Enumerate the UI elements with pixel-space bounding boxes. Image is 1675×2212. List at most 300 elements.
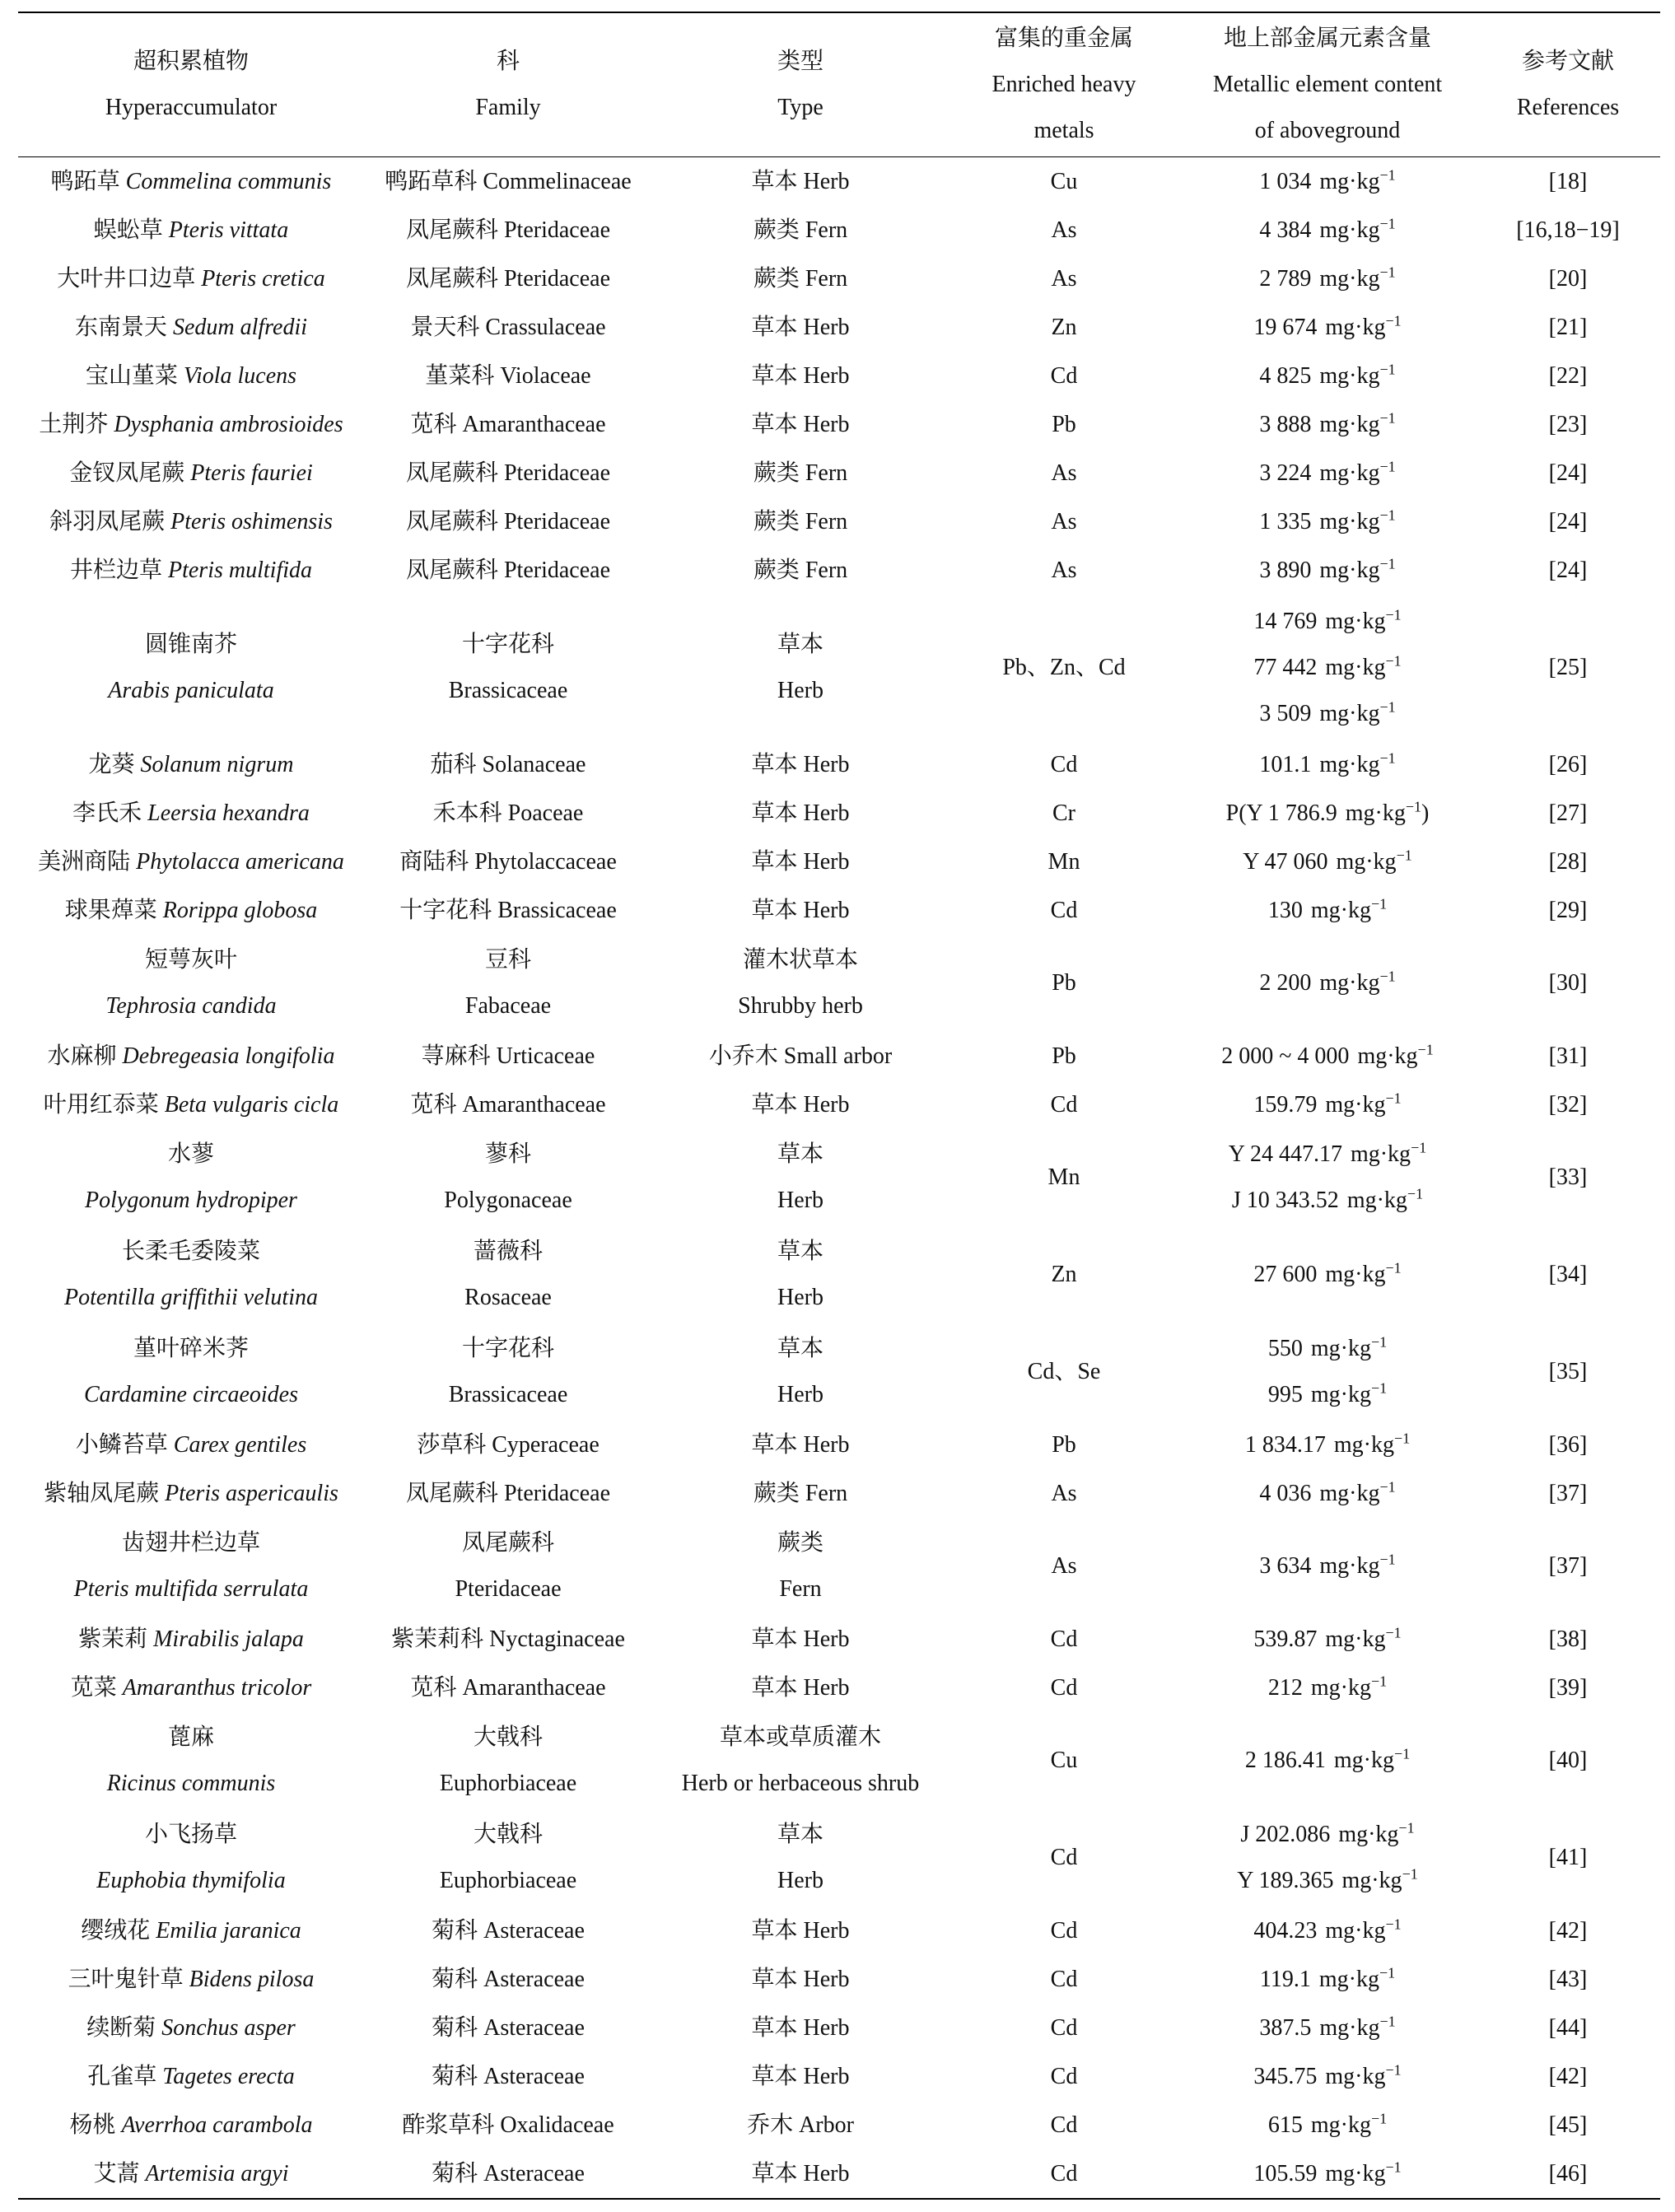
type-name: 草本 Herb: [751, 2160, 850, 2186]
content-value-line: [1253, 1252, 1401, 1298]
plant-chinese-name: 金钗凤尾蕨: [69, 460, 185, 486]
metal-cell: [949, 595, 1179, 740]
family-cell: [364, 303, 652, 352]
content-value: 2 200: [1259, 970, 1312, 996]
content-cell: [1179, 1664, 1476, 1712]
header-family: 科 Family: [475, 49, 541, 120]
content-cell: [1179, 1226, 1476, 1323]
family-name: 堇菜科 Violaceae: [425, 362, 591, 389]
type-cell: [652, 1615, 949, 1664]
reference-label: [37]: [1548, 1480, 1588, 1506]
unit-label: mg·kg: [1336, 848, 1397, 875]
plant-name-line: [86, 2005, 296, 2051]
table-row: [18, 740, 1660, 789]
unit-exponent: −1: [1379, 264, 1396, 281]
type-english: Herb: [777, 1188, 824, 1213]
unit-exponent: −1: [1370, 895, 1388, 912]
metal-symbol: Cd: [1050, 1626, 1078, 1652]
plant-name-line: [87, 2054, 294, 2100]
type-english: Shrubby herb: [738, 993, 863, 1019]
hyperaccumulator-table: [18, 12, 1660, 2200]
plant-chinese-name: 艾蒿: [93, 2160, 140, 2186]
content-value-line: [1253, 305, 1401, 351]
metal-symbol: Cd: [1050, 1674, 1078, 1701]
family-name: 酢浆草科 Oxalidaceae: [402, 2112, 614, 2138]
content-cell: [1179, 303, 1476, 352]
table-row: [18, 1809, 1660, 1906]
type-english: Fern: [779, 1576, 822, 1602]
family-latin: Fabaceae: [464, 993, 552, 1019]
plant-scientific-name: Polygonum hydropiper: [85, 1188, 297, 1213]
content-cell: [1179, 2052, 1476, 2101]
reference-cell: [1476, 1032, 1660, 1080]
plant-name-cell: [18, 1032, 364, 1080]
type-cell: [652, 1032, 949, 1080]
content-value: 3 634: [1259, 1553, 1312, 1579]
type-chinese: 草本: [777, 1336, 824, 1361]
type-name: 草本 Herb: [751, 1674, 850, 1701]
reference-cell: [1476, 1664, 1660, 1712]
reference-label: [22]: [1548, 362, 1588, 389]
plant-scientific-name: Pteris multifida: [168, 557, 312, 583]
type-chinese: 草本: [777, 1141, 824, 1167]
content-cell: [1179, 352, 1476, 400]
family-name: 凤尾蕨科 Pteridaceae: [405, 460, 611, 486]
plant-chinese-name: 齿翅井栏边草: [121, 1530, 260, 1556]
content-value: 3 890: [1259, 557, 1312, 583]
plant-chinese-name: 球果蔊菜: [64, 897, 157, 923]
unit-label: mg·kg: [1325, 1091, 1386, 1118]
family-name: 莎草科 Cyperaceae: [417, 1431, 600, 1458]
metal-cell: [949, 2149, 1179, 2198]
unit-label: mg·kg: [1333, 1748, 1394, 1773]
plant-name-cell: [18, 1809, 364, 1906]
reference-label: [23]: [1548, 411, 1588, 437]
reference-label: [24]: [1548, 508, 1588, 534]
type-name: 蕨类 Fern: [753, 217, 848, 243]
family-cell: [364, 546, 652, 595]
type-chinese: 草本: [777, 1822, 824, 1847]
type-name: 乔木 Arbor: [747, 2112, 854, 2138]
plant-chinese-name: 小鳞苔草: [75, 1431, 168, 1458]
unit-label: mg·kg: [1325, 654, 1386, 680]
family-chinese: 大戟科: [473, 1822, 543, 1847]
unit-exponent: −1: [1385, 1916, 1402, 1933]
plant-name-line: [48, 1034, 335, 1080]
unit-exponent: −1: [1385, 1624, 1402, 1641]
reference-cell: [1476, 157, 1660, 206]
reference-cell: [1476, 1080, 1660, 1129]
reference-cell: [1476, 1469, 1660, 1518]
type-cell: [652, 1809, 949, 1906]
plant-chinese-name: 紫茉莉: [78, 1626, 148, 1652]
family-latin: Euphorbiaceae: [439, 1868, 577, 1893]
content-value: 387.5: [1259, 2014, 1312, 2041]
table-row: [18, 1955, 1660, 2004]
plant-chinese-name: 水麻柳: [47, 1043, 117, 1069]
reference-cell: [1476, 352, 1660, 400]
reference-cell: [1476, 546, 1660, 595]
family-cell: [364, 789, 652, 838]
unit-exponent: −1: [1379, 506, 1396, 524]
content-value: 3 888: [1259, 411, 1312, 437]
reference-cell: [1476, 1518, 1660, 1615]
table-row: [18, 1469, 1660, 1518]
content-value-line: [1259, 499, 1395, 545]
plant-name-cell: [18, 2101, 364, 2149]
plant-chinese-name: 斜羽凤尾蕨: [49, 508, 166, 534]
metal-cell: [949, 400, 1179, 449]
unit-label: mg·kg: [1319, 557, 1380, 583]
family-name: 菊科 Asteraceae: [432, 2063, 585, 2089]
content-value: 4 825: [1259, 362, 1312, 389]
type-cell: [652, 546, 949, 595]
unit-label: mg·kg: [1318, 1966, 1379, 1992]
metal-cell: [949, 157, 1179, 206]
plant-chinese-name: 短萼灰叶: [144, 947, 237, 973]
plant-scientific-name: Solanum nigrum: [140, 751, 294, 777]
table-row: [18, 352, 1660, 400]
family-cell: [364, 886, 652, 935]
family-cell: [364, 1226, 652, 1323]
content-value-line: [1253, 645, 1401, 691]
metal-cell: [949, 1712, 1179, 1809]
metal-cell: [949, 206, 1179, 254]
reference-cell: [1476, 1615, 1660, 1664]
type-cell: [652, 1712, 949, 1809]
type-english: Herb: [777, 677, 824, 703]
metal-cell: [949, 886, 1179, 935]
content-value-line: [1259, 2005, 1395, 2051]
content-value: 27 600: [1253, 1262, 1318, 1287]
reference-label: [42]: [1548, 2063, 1588, 2089]
content-value: 2 000 ~ 4 000: [1221, 1043, 1350, 1069]
plant-scientific-name: Beta vulgaris cicla: [164, 1091, 339, 1118]
unit-label: mg·kg: [1325, 1262, 1386, 1287]
plant-name-line: [38, 839, 344, 885]
family-cell: [364, 449, 652, 497]
family-name: 凤尾蕨科 Pteridaceae: [405, 217, 611, 243]
unit-exponent: −1: [1379, 555, 1396, 572]
content-cell: [1179, 1469, 1476, 1518]
metal-cell: [949, 2101, 1179, 2149]
reference-cell: [1476, 303, 1660, 352]
plant-name-cell: [18, 157, 364, 206]
unit-exponent: −1: [1379, 1964, 1396, 1981]
unit-label: mg·kg: [1325, 2063, 1386, 2089]
plant-chinese-name: 孔雀草: [87, 2063, 157, 2089]
type-cell: [652, 1323, 949, 1421]
metal-cell: [949, 1129, 1179, 1226]
reference-cell: [1476, 2101, 1660, 2149]
reference-label: [34]: [1548, 1262, 1588, 1287]
plant-name-cell: [18, 886, 364, 935]
family-cell: [364, 1323, 652, 1421]
reference-label: [21]: [1548, 314, 1588, 340]
content-cell: [1179, 254, 1476, 303]
type-name: 蕨类 Fern: [753, 508, 848, 534]
content-cell: [1179, 1421, 1476, 1469]
unit-label: mg·kg: [1338, 1822, 1399, 1847]
type-cell: [652, 352, 949, 400]
family-name: 苋科 Amaranthaceae: [410, 1674, 606, 1701]
content-value-line: [1268, 2102, 1387, 2149]
family-chinese: 凤尾蕨科: [461, 1530, 554, 1556]
metal-cell: [949, 1032, 1179, 1080]
family-cell: [364, 740, 652, 789]
content-value-line: [1268, 1326, 1387, 1372]
content-value: 212: [1267, 1674, 1303, 1701]
plant-name-cell: [18, 352, 364, 400]
metal-cell: [949, 449, 1179, 497]
content-cell: [1179, 838, 1476, 886]
content-value-line: [1259, 208, 1395, 254]
family-cell: [364, 1664, 652, 1712]
content-suffix: ): [1421, 800, 1430, 826]
content-value-line: [1259, 1543, 1395, 1589]
unit-label: mg·kg: [1319, 168, 1380, 194]
plant-scientific-name: Mirabilis jalapa: [153, 1626, 304, 1652]
reference-cell: [1476, 2149, 1660, 2198]
type-name: 草本 Herb: [751, 314, 850, 340]
content-value-line: [1221, 1034, 1433, 1080]
plant-scientific-name: Debregeasia longifolia: [122, 1043, 335, 1069]
type-cell: [652, 254, 949, 303]
plant-scientific-name: Ricinus communis: [106, 1771, 276, 1796]
plant-scientific-name: Tephrosia candida: [105, 993, 277, 1019]
unit-label: mg·kg: [1333, 1431, 1394, 1458]
unit-label: mg·kg: [1319, 265, 1380, 292]
reference-cell: [1476, 935, 1660, 1032]
plant-name-cell: [18, 1955, 364, 2004]
table-row: [18, 497, 1660, 546]
type-cell: [652, 886, 949, 935]
unit-exponent: −1: [1370, 1673, 1388, 1690]
family-chinese: 蔷薇科: [473, 1239, 543, 1264]
content-value-line: [1260, 1957, 1395, 2003]
unit-exponent: −1: [1393, 1430, 1411, 1447]
plant-chinese-name: 土荆芥: [39, 411, 109, 437]
type-cell: [652, 838, 949, 886]
reference-cell: [1476, 1421, 1660, 1469]
plant-name-line: [44, 1082, 339, 1128]
family-cell: [364, 1809, 652, 1906]
unit-label: mg·kg: [1319, 460, 1380, 486]
reference-label: [20]: [1548, 265, 1588, 292]
unit-exponent: −1: [1411, 1139, 1427, 1156]
family-cell: [364, 1421, 652, 1469]
family-cell: [364, 1080, 652, 1129]
family-cell: [364, 497, 652, 546]
content-value: 105.59: [1253, 2160, 1318, 2186]
reference-label: [26]: [1548, 751, 1588, 777]
family-latin: Pteridaceae: [455, 1576, 562, 1602]
table-row: [18, 157, 1660, 206]
unit-exponent: −1: [1393, 1745, 1411, 1762]
table-row: [18, 1080, 1660, 1129]
reference-label: [31]: [1548, 1043, 1588, 1069]
type-cell: [652, 1664, 949, 1712]
content-value-line: [1259, 742, 1395, 788]
plant-scientific-name: Pteris oshimensis: [170, 508, 333, 534]
reference-label: [25]: [1548, 654, 1588, 680]
family-cell: [364, 2004, 652, 2052]
unit-exponent: −1: [1407, 1185, 1424, 1202]
type-name: 草本 Herb: [751, 1091, 850, 1118]
reference-label: [32]: [1548, 1091, 1588, 1118]
metal-symbol: Cd: [1050, 362, 1078, 389]
type-name: 蕨类 Fern: [753, 1480, 848, 1506]
type-name: 草本 Herb: [751, 2063, 850, 2089]
content-cell: [1179, 595, 1476, 740]
table-row: [18, 1712, 1660, 1809]
type-cell: [652, 789, 949, 838]
family-chinese: 大戟科: [473, 1724, 543, 1750]
content-value-line: [1253, 1082, 1401, 1128]
metal-symbol: Zn: [1051, 1262, 1077, 1287]
type-cell: [652, 400, 949, 449]
plant-name-cell: [18, 838, 364, 886]
reference-label: [46]: [1548, 2160, 1588, 2186]
metal-symbol: As: [1051, 460, 1077, 486]
family-chinese: 十字花科: [461, 1336, 554, 1361]
metal-symbol: Cd: [1050, 2112, 1078, 2138]
reference-cell: [1476, 1226, 1660, 1323]
plant-name-cell: [18, 1323, 364, 1421]
content-value: 2 186.41: [1244, 1748, 1326, 1773]
unit-exponent: −1: [1379, 409, 1396, 427]
header-enriched-metals: 富集的重金属 Enriched heavy metals: [991, 26, 1136, 143]
plant-chinese-name: 水蓼: [167, 1141, 214, 1167]
reference-cell: [1476, 400, 1660, 449]
content-value-line: [1259, 691, 1395, 737]
metal-symbol: Cd: [1050, 1966, 1078, 1992]
content-cell: [1179, 497, 1476, 546]
metal-symbol: Mn: [1047, 1164, 1080, 1190]
plant-chinese-name: 宝山堇菜: [85, 362, 178, 389]
metal-cell: [949, 1955, 1179, 2004]
type-chinese: 蕨类: [777, 1530, 824, 1556]
metal-cell: [949, 1080, 1179, 1129]
content-value-line: [1259, 256, 1395, 302]
reference-label: [29]: [1548, 897, 1588, 923]
type-name: 草本 Herb: [751, 2014, 850, 2041]
plant-chinese-name: 缨绒花: [81, 1917, 151, 1944]
metal-cell: [949, 2004, 1179, 2052]
plant-name-line: [51, 159, 332, 205]
unit-exponent: −1: [1385, 606, 1402, 623]
unit-label: mg·kg: [1325, 314, 1386, 340]
metal-cell: [949, 352, 1179, 400]
type-cell: [652, 2101, 949, 2149]
metal-symbol: Cd、Se: [1027, 1359, 1101, 1384]
reference-label: [33]: [1548, 1164, 1588, 1190]
plant-name-line: [94, 208, 288, 254]
type-name: 草本 Herb: [751, 1626, 850, 1652]
family-name: 荨麻科 Urticaceae: [421, 1043, 595, 1069]
content-value-line: [1237, 1858, 1417, 1904]
unit-label: mg·kg: [1325, 608, 1386, 634]
plant-chinese-name: 长柔毛委陵菜: [121, 1239, 260, 1264]
unit-label: mg·kg: [1319, 970, 1380, 996]
metal-symbol: As: [1051, 265, 1077, 292]
content-value: Y 24 447.17: [1228, 1141, 1342, 1167]
metal-symbol: Cd: [1050, 897, 1078, 923]
type-name: 小乔木 Small arbor: [708, 1043, 893, 1069]
unit-exponent: −1: [1379, 1551, 1396, 1568]
content-cell: [1179, 1712, 1476, 1809]
table-row: [18, 303, 1660, 352]
plant-name-line: [81, 1908, 301, 1954]
content-value: 101.1: [1259, 751, 1312, 777]
metal-symbol: As: [1051, 508, 1077, 534]
reference-label: [24]: [1548, 557, 1588, 583]
content-cell: [1179, 1906, 1476, 1955]
reference-label: [16,18−19]: [1516, 217, 1620, 243]
metal-cell: [949, 303, 1179, 352]
family-cell: [364, 2052, 652, 2101]
metal-symbol: Zn: [1051, 314, 1077, 340]
plant-chinese-name: 苋菜: [70, 1674, 117, 1701]
plant-name-cell: [18, 1080, 364, 1129]
content-cell: [1179, 789, 1476, 838]
unit-exponent: −1: [1370, 2110, 1388, 2127]
plant-scientific-name: Amaranthus tricolor: [122, 1674, 312, 1701]
unit-label: mg·kg: [1350, 1141, 1411, 1167]
content-value-line: [1245, 1738, 1410, 1784]
content-value-line: [1259, 960, 1395, 1006]
metal-symbol: Cr: [1052, 800, 1075, 826]
table-row: [18, 1129, 1660, 1226]
unit-label: mg·kg: [1319, 362, 1380, 389]
metal-cell: [949, 1664, 1179, 1712]
metal-cell: [949, 1469, 1179, 1518]
unit-exponent: −1: [1385, 2158, 1402, 2176]
content-value: 4 036: [1259, 1480, 1312, 1506]
reference-cell: [1476, 2004, 1660, 2052]
plant-name-cell: [18, 1615, 364, 1664]
type-chinese: 草本: [777, 1239, 824, 1264]
content-value: 404.23: [1253, 1917, 1318, 1944]
plant-scientific-name: Rorippa globosa: [162, 897, 318, 923]
plant-name-cell: [18, 1129, 364, 1226]
metal-cell: [949, 1421, 1179, 1469]
plant-chinese-name: 小飞扬草: [144, 1822, 237, 1847]
plant-name-cell: [18, 595, 364, 740]
family-latin: Rosaceae: [464, 1285, 552, 1310]
plant-name-cell: [18, 2004, 364, 2052]
reference-label: [36]: [1548, 1431, 1588, 1458]
unit-exponent: −1: [1370, 1333, 1388, 1351]
metal-cell: [949, 2052, 1179, 2101]
reference-cell: [1476, 789, 1660, 838]
table-row: [18, 2101, 1660, 2149]
unit-label: mg·kg: [1319, 1553, 1380, 1579]
family-latin: Brassicaceae: [448, 677, 568, 703]
plant-name-cell: [18, 497, 364, 546]
content-value-line: [1259, 450, 1395, 497]
content-value: 995: [1267, 1382, 1303, 1407]
plant-scientific-name: Pteris aspericaulis: [165, 1480, 338, 1506]
content-cell: [1179, 1615, 1476, 1664]
plant-scientific-name: Viola lucens: [183, 362, 297, 389]
content-cell: [1179, 1955, 1476, 2004]
family-name: 凤尾蕨科 Pteridaceae: [405, 557, 611, 583]
family-cell: [364, 1518, 652, 1615]
type-english: Herb: [777, 1868, 824, 1893]
unit-exponent: −1: [1385, 1090, 1402, 1107]
type-cell: [652, 449, 949, 497]
